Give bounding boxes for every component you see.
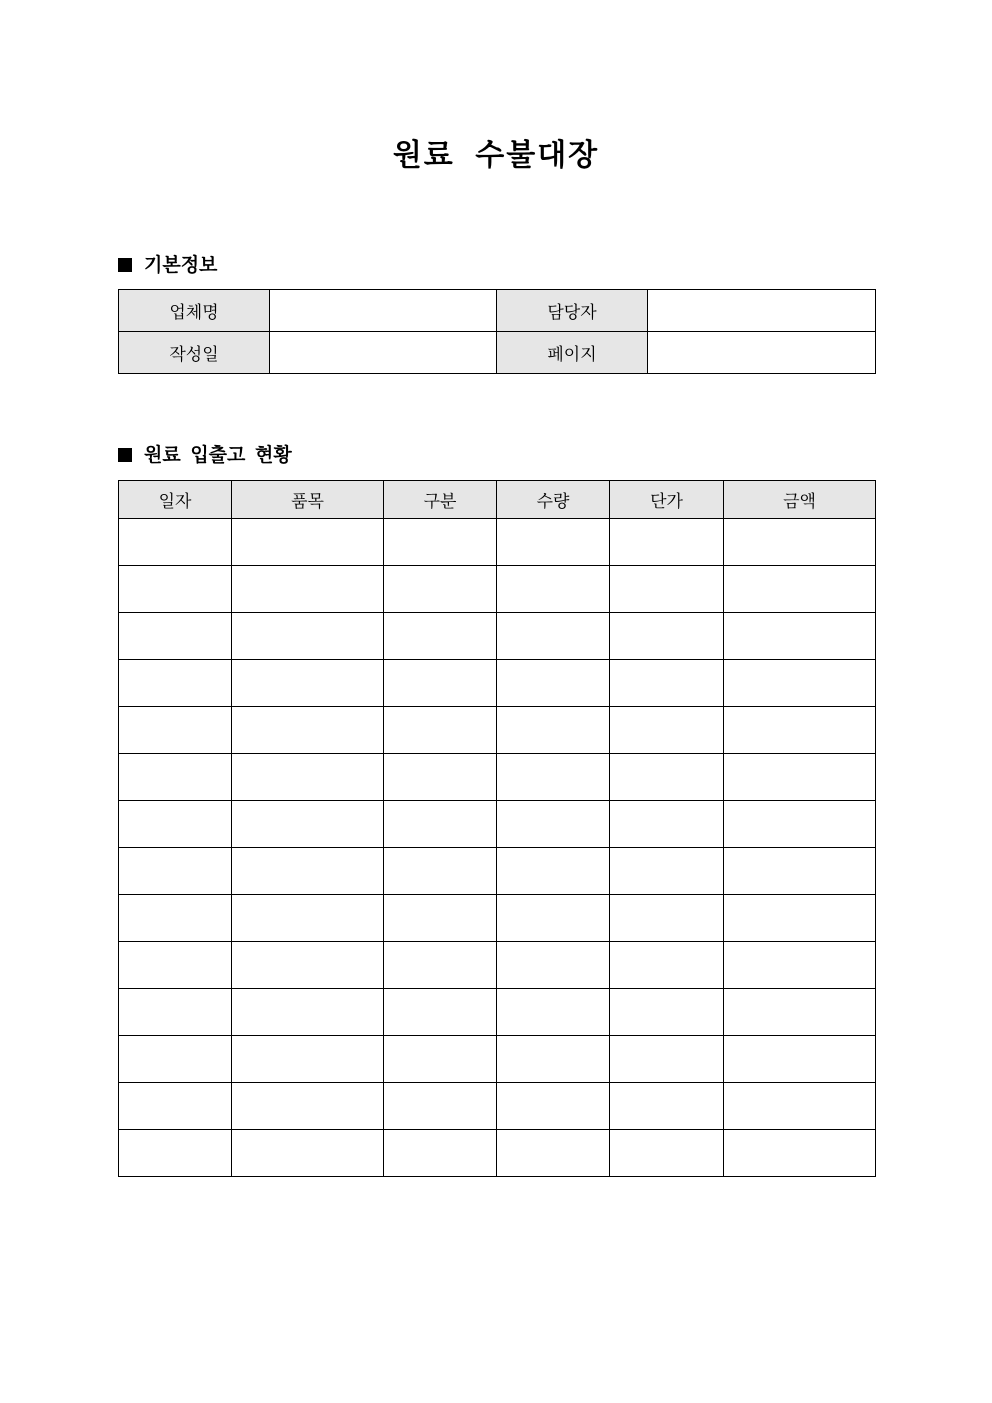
table-row	[119, 801, 876, 848]
column-header-type: 구분	[384, 481, 497, 519]
item-cell[interactable]	[232, 1130, 384, 1177]
basic-info-heading	[118, 253, 217, 277]
quantity-cell[interactable]	[497, 613, 610, 660]
page-number-field[interactable]	[648, 332, 876, 374]
table-row	[119, 848, 876, 895]
type-cell[interactable]	[384, 707, 497, 754]
quantity-cell[interactable]	[497, 660, 610, 707]
amount-cell[interactable]	[724, 754, 876, 801]
amount-cell[interactable]	[724, 1036, 876, 1083]
unit-price-cell[interactable]	[610, 895, 724, 942]
column-header-amount: 금액	[724, 481, 876, 519]
date-cell[interactable]	[119, 801, 232, 848]
item-cell[interactable]	[232, 613, 384, 660]
item-cell[interactable]	[232, 566, 384, 613]
type-cell[interactable]	[384, 1036, 497, 1083]
column-header-quantity: 수량	[497, 481, 610, 519]
item-cell[interactable]	[232, 519, 384, 566]
item-cell[interactable]	[232, 660, 384, 707]
quantity-cell[interactable]	[497, 801, 610, 848]
unit-price-cell[interactable]	[610, 613, 724, 660]
company-name-field[interactable]	[270, 290, 497, 332]
company-name-label: 업체명	[119, 290, 270, 332]
amount-cell[interactable]	[724, 707, 876, 754]
unit-price-cell[interactable]	[610, 1130, 724, 1177]
item-cell[interactable]	[232, 707, 384, 754]
ledger-heading	[118, 443, 292, 467]
type-cell[interactable]	[384, 989, 497, 1036]
table-row	[119, 566, 876, 613]
item-cell[interactable]	[232, 754, 384, 801]
unit-price-cell[interactable]	[610, 942, 724, 989]
date-cell[interactable]	[119, 942, 232, 989]
date-written-label: 작성일	[119, 332, 270, 374]
quantity-cell[interactable]	[497, 1130, 610, 1177]
ledger-table	[118, 480, 876, 1177]
column-header-item: 품목	[232, 481, 384, 519]
type-cell[interactable]	[384, 848, 497, 895]
type-cell[interactable]	[384, 1130, 497, 1177]
type-cell[interactable]	[384, 942, 497, 989]
quantity-cell[interactable]	[497, 1036, 610, 1083]
amount-cell[interactable]	[724, 519, 876, 566]
unit-price-cell[interactable]	[610, 801, 724, 848]
quantity-cell[interactable]	[497, 707, 610, 754]
type-cell[interactable]	[384, 895, 497, 942]
amount-cell[interactable]	[724, 942, 876, 989]
ledger-heading-text: 원료 입출고 현황	[144, 444, 292, 466]
date-cell[interactable]	[119, 1083, 232, 1130]
basic-info-row	[119, 290, 876, 332]
ledger-header-row	[119, 481, 876, 519]
unit-price-cell[interactable]	[610, 566, 724, 613]
basic-info-heading-text: 기본정보	[144, 254, 218, 276]
square-bullet-icon	[118, 258, 132, 272]
table-row	[119, 989, 876, 1036]
type-cell[interactable]	[384, 613, 497, 660]
table-row	[119, 754, 876, 801]
amount-cell[interactable]	[724, 989, 876, 1036]
item-cell[interactable]	[232, 1083, 384, 1130]
basic-info-row	[119, 332, 876, 374]
basic-info-table	[118, 289, 876, 374]
table-row	[119, 613, 876, 660]
table-row	[119, 519, 876, 566]
quantity-cell[interactable]	[497, 895, 610, 942]
table-row	[119, 1083, 876, 1130]
item-cell[interactable]	[232, 989, 384, 1036]
unit-price-cell[interactable]	[610, 1083, 724, 1130]
manager-label: 담당자	[497, 290, 648, 332]
amount-cell[interactable]	[724, 566, 876, 613]
quantity-cell[interactable]	[497, 989, 610, 1036]
quantity-cell[interactable]	[497, 754, 610, 801]
date-cell[interactable]	[119, 895, 232, 942]
column-header-date: 일자	[119, 481, 232, 519]
table-row	[119, 1036, 876, 1083]
amount-cell[interactable]	[724, 1083, 876, 1130]
date-cell[interactable]	[119, 754, 232, 801]
type-cell[interactable]	[384, 801, 497, 848]
table-row	[119, 707, 876, 754]
item-cell[interactable]	[232, 801, 384, 848]
table-row	[119, 660, 876, 707]
unit-price-cell[interactable]	[610, 848, 724, 895]
quantity-cell[interactable]	[497, 566, 610, 613]
quantity-cell[interactable]	[497, 848, 610, 895]
type-cell[interactable]	[384, 660, 497, 707]
date-cell[interactable]	[119, 519, 232, 566]
type-cell[interactable]	[384, 566, 497, 613]
date-cell[interactable]	[119, 1036, 232, 1083]
table-row	[119, 895, 876, 942]
unit-price-cell[interactable]	[610, 707, 724, 754]
amount-cell[interactable]	[724, 613, 876, 660]
date-cell[interactable]	[119, 660, 232, 707]
amount-cell[interactable]	[724, 848, 876, 895]
date-cell[interactable]	[119, 989, 232, 1036]
item-cell[interactable]	[232, 1036, 384, 1083]
date-cell[interactable]	[119, 707, 232, 754]
quantity-cell[interactable]	[497, 942, 610, 989]
item-cell[interactable]	[232, 848, 384, 895]
square-bullet-icon	[118, 448, 132, 462]
date-cell[interactable]	[119, 566, 232, 613]
date-cell[interactable]	[119, 848, 232, 895]
unit-price-cell[interactable]	[610, 754, 724, 801]
column-header-unit-price: 단가	[610, 481, 724, 519]
page-number-label: 페이지	[497, 332, 648, 374]
date-cell[interactable]	[119, 613, 232, 660]
item-cell[interactable]	[232, 942, 384, 989]
amount-cell[interactable]	[724, 1130, 876, 1177]
table-row	[119, 1130, 876, 1177]
item-cell[interactable]	[232, 895, 384, 942]
unit-price-cell[interactable]	[610, 989, 724, 1036]
unit-price-cell[interactable]	[610, 660, 724, 707]
type-cell[interactable]	[384, 1083, 497, 1130]
quantity-cell[interactable]	[497, 519, 610, 566]
type-cell[interactable]	[384, 754, 497, 801]
amount-cell[interactable]	[724, 801, 876, 848]
table-row	[119, 942, 876, 989]
type-cell[interactable]	[384, 519, 497, 566]
date-written-field[interactable]	[270, 332, 497, 374]
unit-price-cell[interactable]	[610, 519, 724, 566]
amount-cell[interactable]	[724, 895, 876, 942]
manager-field[interactable]	[648, 290, 876, 332]
unit-price-cell[interactable]	[610, 1036, 724, 1083]
page-title: 원료 수불대장	[392, 138, 600, 173]
date-cell[interactable]	[119, 1130, 232, 1177]
quantity-cell[interactable]	[497, 1083, 610, 1130]
amount-cell[interactable]	[724, 660, 876, 707]
